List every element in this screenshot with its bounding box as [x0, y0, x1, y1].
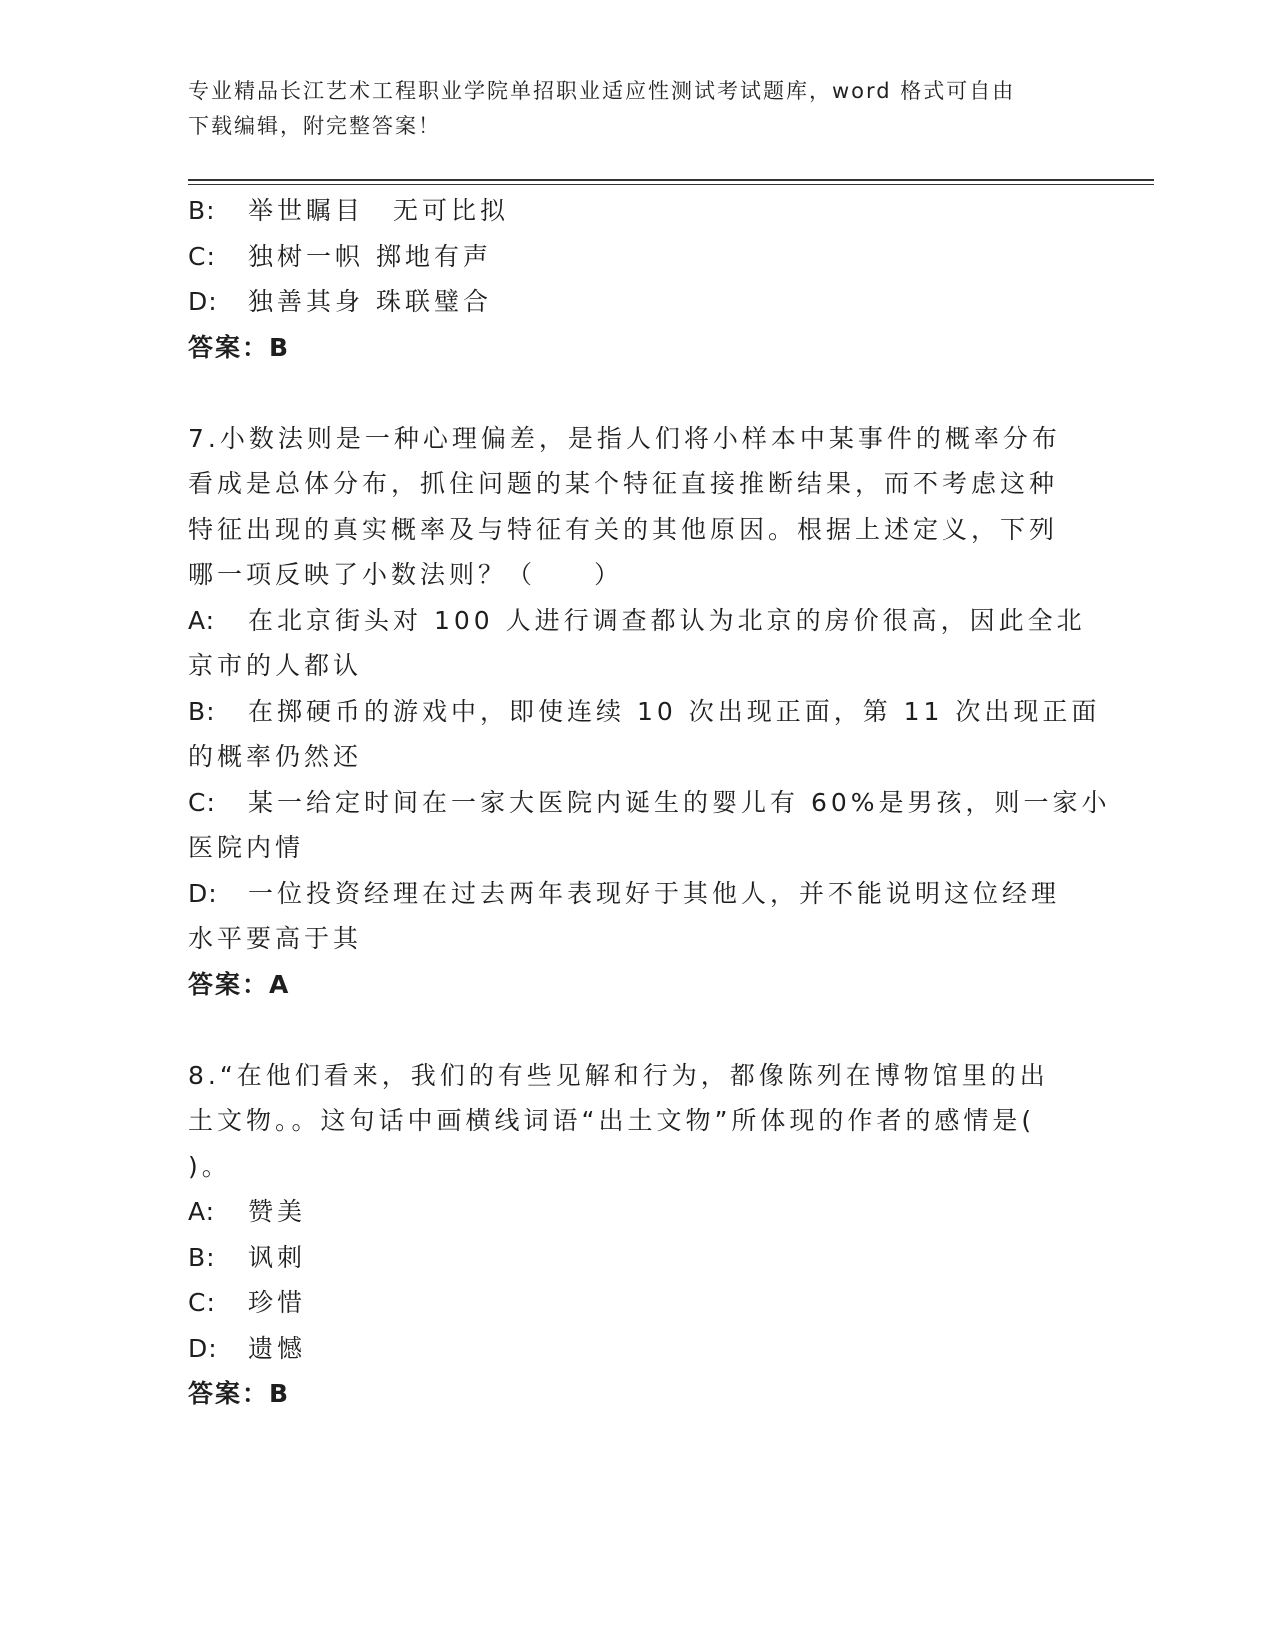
question-content	[188, 188, 1111, 1417]
option-d-cont: 水平要高于其	[188, 924, 363, 953]
header-rule-thick	[188, 179, 1154, 181]
answer-line: 答案：A	[188, 969, 291, 999]
stem-line: 8.“在他们看来，我们的有些见解和行为，都像陈列在博物馆里的出	[188, 1060, 1049, 1090]
option-b: B: 讽刺	[188, 1242, 307, 1272]
prev-question	[188, 188, 1088, 370]
answer-line: 答案：B	[188, 1379, 291, 1408]
document-header	[188, 74, 1088, 144]
header-line-1: 专业精品长江艺术工程职业学院单招职业适应性测试考试题库，word 格式可自由	[188, 79, 1016, 103]
option-a-cont: 京市的人都认	[188, 651, 363, 680]
stem-line: 7.小数法则是一种心理偏差，是指人们将小样本中某事件的概率分布	[188, 423, 1061, 453]
question-7	[188, 416, 1111, 1008]
header-rule-thin	[188, 184, 1154, 185]
option-c: C: 独树一帜 掷地有声	[188, 241, 492, 271]
stem-line: 哪一项反映了小数法则？（ ）	[188, 560, 624, 589]
option-c-cont: 医院内情	[188, 833, 305, 862]
question-8	[188, 1053, 1088, 1417]
option-a: A: 赞美	[188, 1197, 307, 1226]
stem-line: )。	[188, 1151, 231, 1181]
option-b: B: 在掷硬币的游戏中，即使连续 10 次出现正面，第 11 次出现正面	[188, 696, 1101, 726]
option-d: D: 遗憾	[188, 1333, 307, 1363]
stem-line: 看成是总体分布，抓住问题的某个特征直接推断结果，而不考虑这种	[188, 469, 1059, 498]
option-c: C: 珍惜	[188, 1288, 307, 1317]
option-a: A: 在北京街头对 100 人进行调查都认为北京的房价很高，因此全北	[188, 605, 1086, 635]
answer-line: 答案：B	[188, 332, 291, 362]
option-b-cont: 的概率仍然还	[188, 742, 363, 771]
spacer	[188, 370, 1088, 416]
spacer	[188, 1007, 1088, 1053]
stem-line: 特征出现的真实概率及与特征有关的其他原因。根据上述定义，下列	[188, 514, 1059, 544]
option-c: C: 某一给定时间在一家大医院内诞生的婴儿有 60%是男孩，则一家小	[188, 787, 1111, 817]
option-b: B: 举世瞩目 无可比拟	[188, 196, 510, 225]
option-d: D: 一位投资经理在过去两年表现好于其他人，并不能说明这位经理	[188, 878, 1061, 908]
stem-line: 土文物。。这句话中画横线词语“出土文物”所体现的作者的感情是(	[188, 1106, 1036, 1135]
header-line-2: 下载编辑，附完整答案！	[188, 114, 441, 138]
option-d: D: 独善其身 珠联璧合	[188, 287, 492, 316]
